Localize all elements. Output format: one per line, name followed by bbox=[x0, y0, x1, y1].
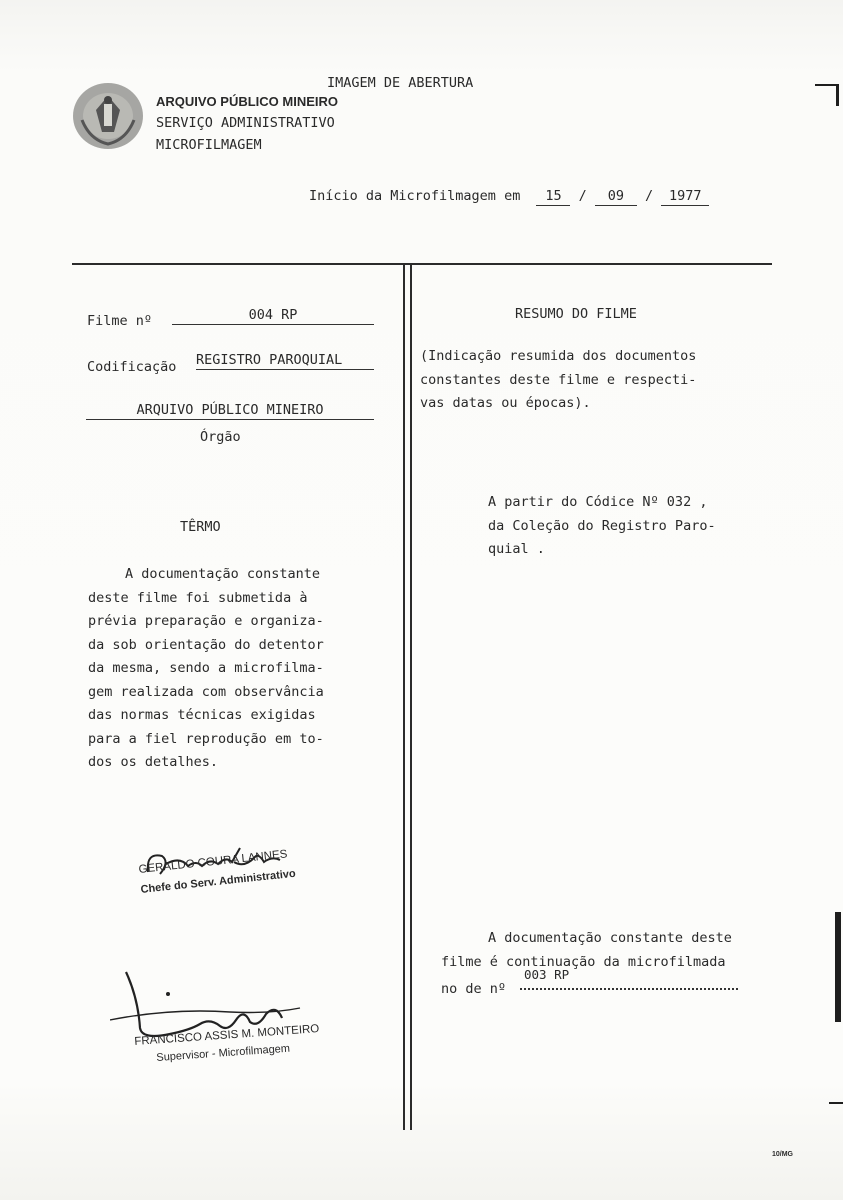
table-top-rule bbox=[72, 263, 772, 265]
film-value: 004 RP bbox=[248, 307, 298, 323]
continuation-paragraph bbox=[441, 927, 732, 974]
organ-value: ARQUIVO PÚBLICO MINEIRO bbox=[136, 402, 324, 418]
continuation-line: A documentação constante deste bbox=[488, 930, 732, 946]
from-line: A partir do Códice Nº 032 , bbox=[488, 494, 708, 510]
date-separator: / bbox=[645, 188, 654, 204]
continuation-prefix: no de nº bbox=[441, 981, 507, 997]
crop-mark-top-right-vertical bbox=[836, 84, 839, 106]
institution-name: ARQUIVO PÚBLICO MINEIRO bbox=[156, 94, 339, 109]
start-label: Início da Microfilmagem em bbox=[309, 188, 521, 204]
signatory-title-second: Supervisor - Microfilmagem bbox=[156, 1042, 291, 1064]
code-value: REGISTRO PAROQUIAL bbox=[196, 352, 343, 368]
film-label: Filme nº bbox=[87, 313, 153, 329]
signatory-title-first: Chefe do Serv. Administrativo bbox=[140, 867, 297, 896]
film-field bbox=[172, 306, 374, 325]
from-line: quial . bbox=[488, 541, 545, 557]
start-day-value: 15 bbox=[545, 188, 562, 204]
footer-code: 10/MG bbox=[772, 1151, 794, 1158]
continuation-number-row bbox=[441, 980, 738, 998]
column-divider-left bbox=[403, 265, 405, 1130]
term-line: prévia preparação e organiza- bbox=[88, 613, 324, 629]
term-line: da sob orientação do detentor bbox=[88, 636, 324, 653]
start-month bbox=[595, 187, 637, 206]
continuation-value: 003 RP bbox=[524, 967, 570, 982]
summary-line: vas datas ou épocas). bbox=[420, 395, 591, 411]
start-day bbox=[536, 187, 570, 206]
date-separator: / bbox=[578, 188, 587, 204]
term-line: das normas técnicas exigidas bbox=[88, 707, 316, 723]
code-field bbox=[196, 351, 374, 370]
from-codex-paragraph bbox=[488, 491, 716, 562]
summary-line: (Indicação resumida dos documentos bbox=[420, 348, 697, 364]
from-line: da Coleção do Registro Paro- bbox=[488, 517, 716, 534]
service-name: SERVIÇO ADMINISTRATIVO bbox=[156, 115, 335, 131]
column-divider-right bbox=[410, 265, 412, 1130]
start-year bbox=[661, 187, 709, 206]
term-line: deste filme foi submetida à bbox=[88, 589, 308, 606]
term-line: A documentação constante bbox=[125, 566, 321, 582]
summary-title: RESUMO DO FILME bbox=[515, 306, 637, 322]
crop-mark-right-edge bbox=[835, 912, 841, 1022]
summary-description bbox=[420, 345, 696, 416]
organ-field bbox=[86, 401, 374, 420]
signatory-name-first: GERALDO COURA LANNES bbox=[138, 848, 288, 876]
signatory-name-second: FRANCISCO ASSIS M. MONTEIRO bbox=[134, 1023, 320, 1048]
term-line: gem realizada com observância bbox=[88, 683, 324, 700]
start-year-value: 1977 bbox=[669, 188, 702, 204]
dotted-fill bbox=[520, 988, 738, 990]
start-month-value: 09 bbox=[607, 188, 625, 204]
crop-mark-bottom-right bbox=[829, 1102, 843, 1104]
term-line: dos os detalhes. bbox=[88, 754, 219, 770]
continuation-line: filme é continuação da microfilmada bbox=[441, 953, 726, 970]
opening-label: IMAGEM DE ABERTURA bbox=[327, 75, 474, 91]
code-label: Codificação bbox=[87, 359, 177, 375]
term-title: TÊRMO bbox=[180, 519, 221, 535]
summary-line: constantes deste filme e respecti- bbox=[420, 371, 697, 388]
organ-label: Órgão bbox=[200, 429, 241, 445]
term-line: da mesma, sendo a microfilma- bbox=[88, 660, 324, 676]
department-name: MICROFILMAGEM bbox=[156, 137, 262, 153]
term-paragraph bbox=[88, 563, 324, 775]
start-date-row bbox=[309, 187, 709, 206]
coat-of-arms-seal bbox=[70, 80, 146, 152]
term-line: para a fiel reprodução em to- bbox=[88, 730, 324, 747]
